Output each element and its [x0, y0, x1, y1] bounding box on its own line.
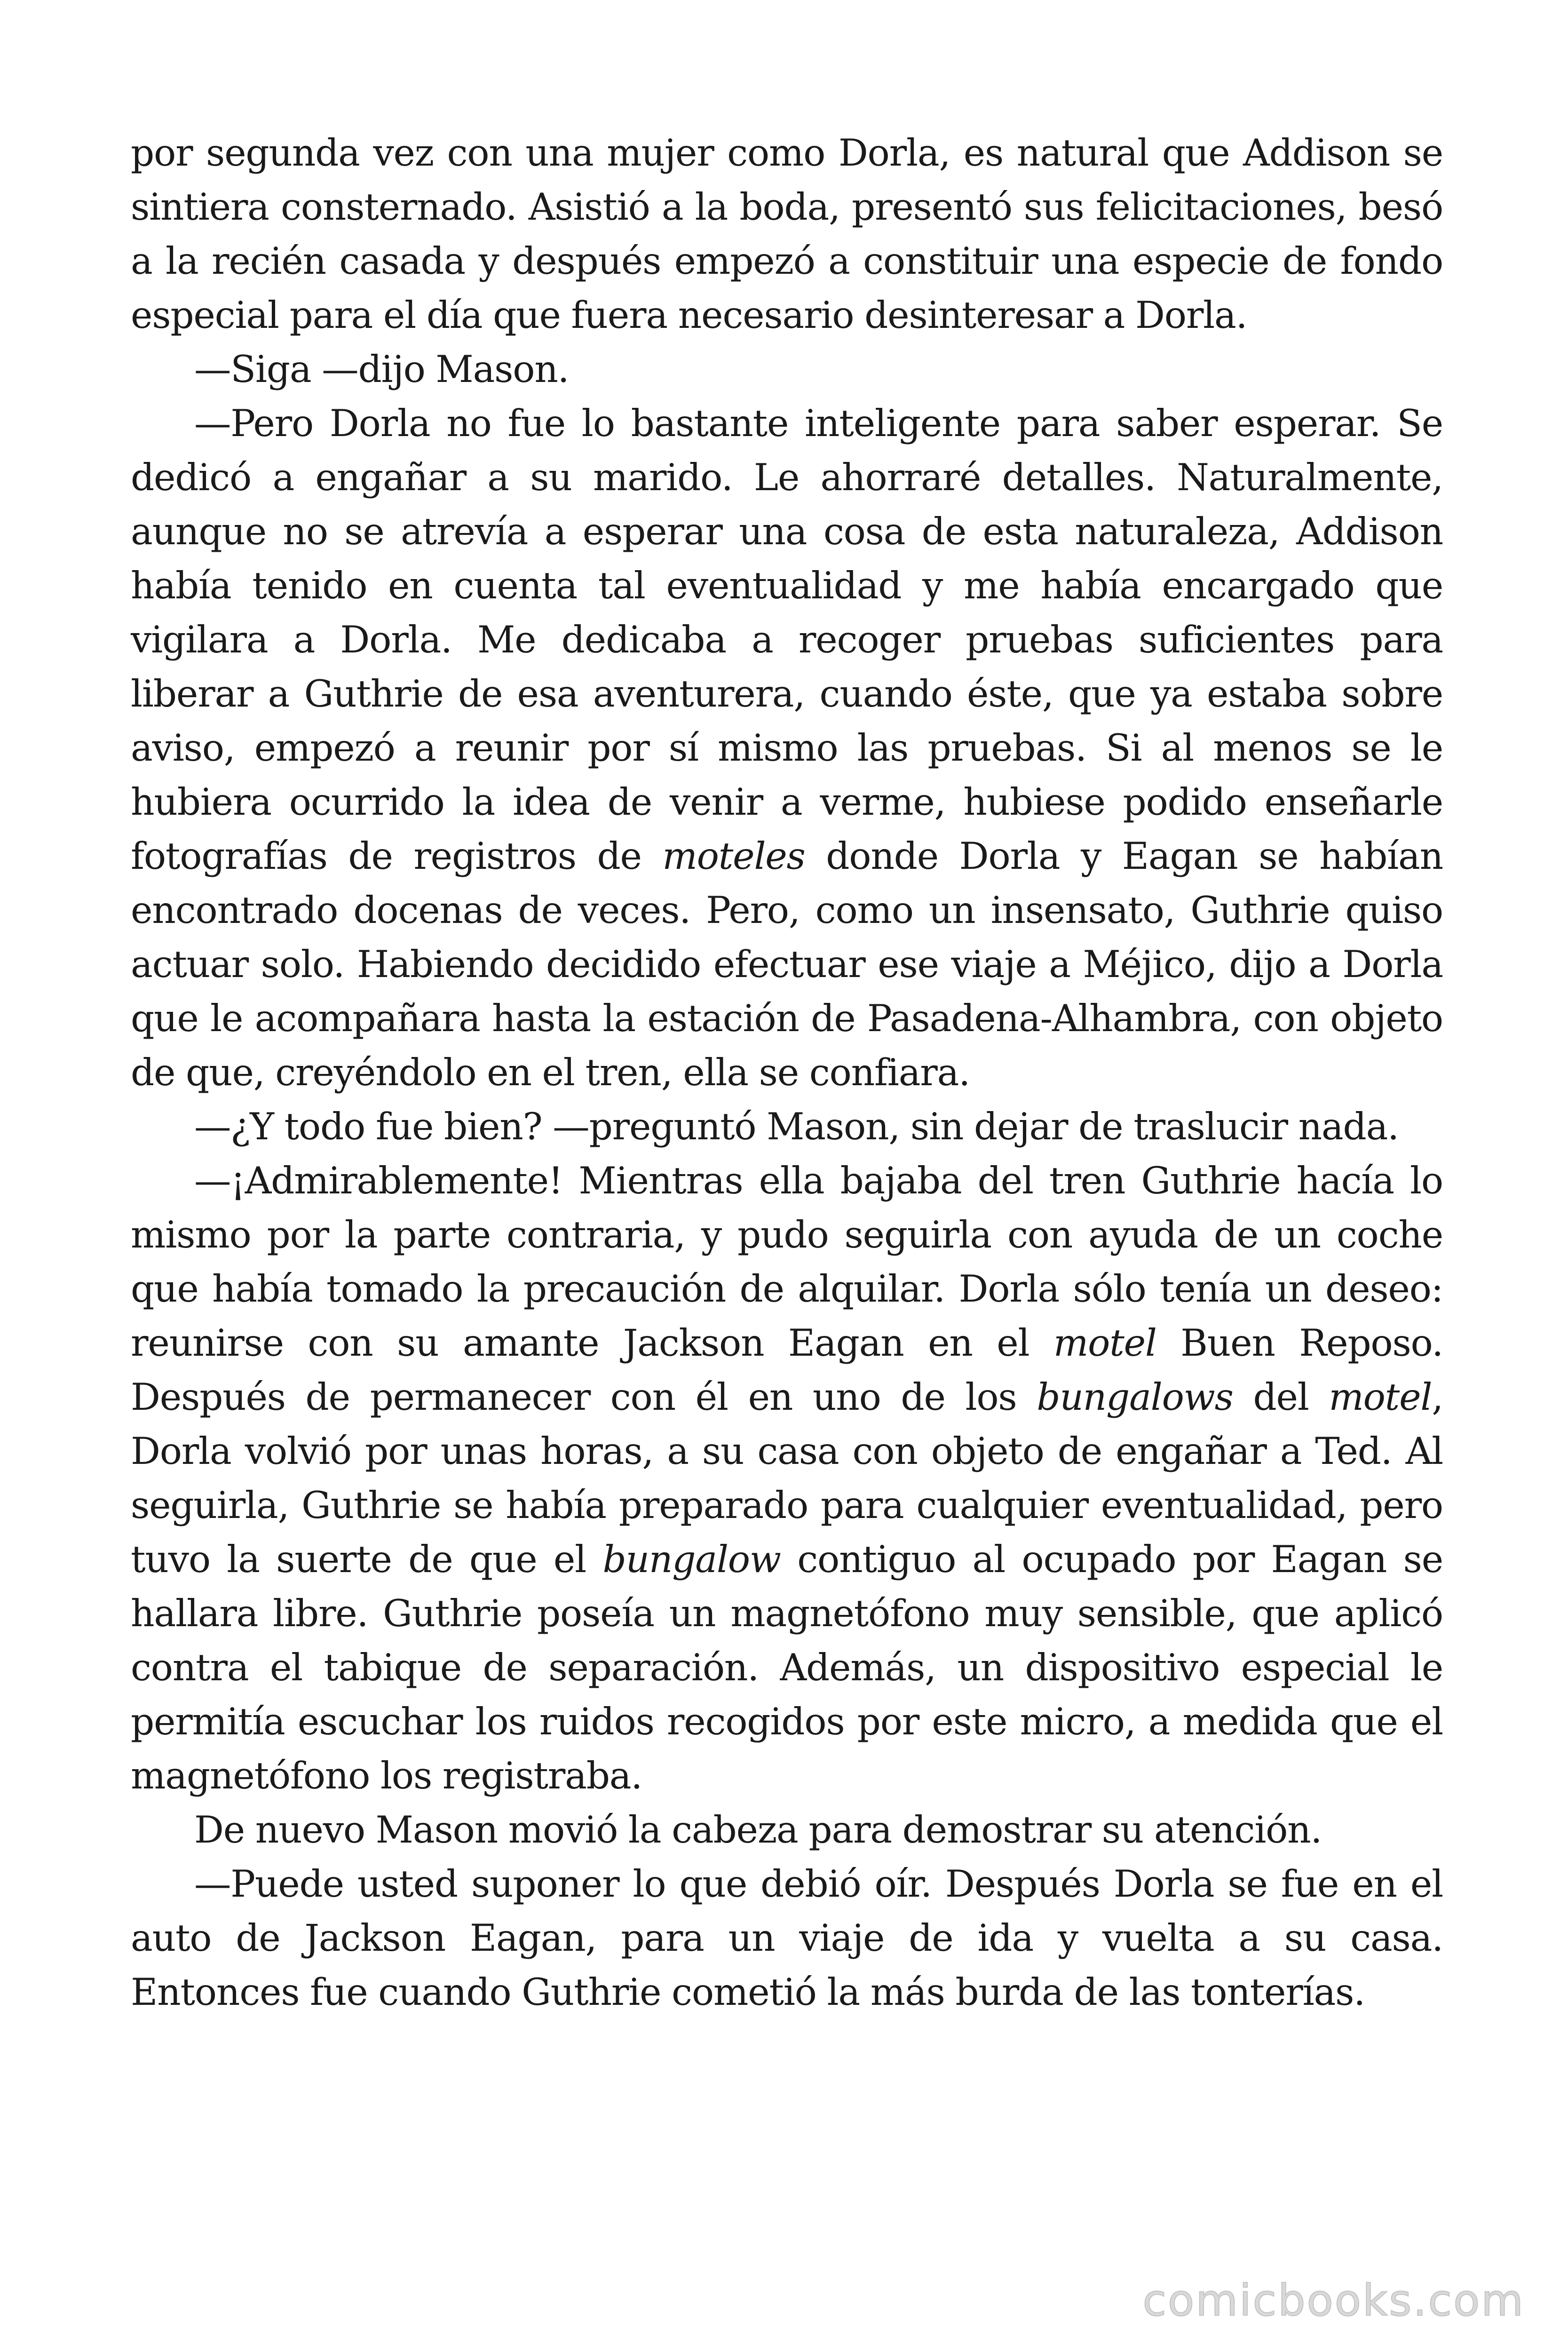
text-run: —¡Admirablemente! Mientras ella bajaba del tren Guthrie hacía lo mismo por la parte contraria, y pudo seguirla con ayuda de un coche que había tomado la precaución de alquilar. Dorla sólo tenía un deseo: reunirse con su amante Jackson Eagan en el	[131, 1159, 1443, 1365]
italic-word: bungalow	[602, 1538, 781, 1581]
text-run: , Dorla volvió por unas horas, a su casa con objeto de engañar a Ted. Al seguirla, Guthrie se había preparado para cualquier eventualidad, pero tuvo la suerte de que el	[131, 1375, 1443, 1581]
paragraph	[131, 1857, 1443, 2019]
italic-word: motel	[1329, 1375, 1432, 1419]
text-run: De nuevo Mason movió la cabeza para demostrar su atención.	[194, 1808, 1322, 1851]
text-run: —¿Y todo fue bien? —preguntó Mason, sin dejar de traslucir nada.	[194, 1105, 1399, 1148]
text-run: —Puede usted suponer lo que debió oír. Después Dorla se fue en el auto de Jackson Eagan, para un viaje de ida y vuelta a su casa. Entonces fue cuando Guthrie cometió la más burda de las tonterías.	[131, 1862, 1443, 2014]
italic-word: bungalows	[1037, 1375, 1233, 1419]
text-run: por segunda vez con una mujer como Dorla, es natural que Addison se sintiera consternado. Asistió a la boda, presentó sus felicitaciones, besó a la recién casada y después empezó a constituir una especie de fondo especial para el día que fuera necesario desinteresar a Dorla.	[131, 131, 1443, 337]
watermark: comicbooks.com	[1142, 2275, 1525, 2326]
text-run: donde Dorla y Eagan se habían encontrado docenas de veces. Pero, como un insensato, Guthrie quiso actuar solo. Habiendo decidido efectuar ese viaje a Méjico, dijo a Dorla que le acompañara hasta la estación de Pasadena-Alhambra, con objeto de que, creyéndolo en el tren, ella se confiara.	[131, 834, 1443, 1094]
text-run: del	[1233, 1375, 1329, 1419]
paragraph	[131, 1803, 1443, 1857]
paragraph	[131, 397, 1443, 1100]
paragraph	[131, 1154, 1443, 1803]
paragraph	[131, 126, 1443, 342]
text-run: Buen Reposo. Después de permanecer con él en uno de los	[131, 1321, 1443, 1419]
italic-word: motel	[1053, 1321, 1156, 1365]
text-run: —Siga —dijo Mason.	[194, 348, 569, 391]
italic-word: moteles	[662, 834, 805, 878]
paragraph	[131, 1100, 1443, 1154]
paragraph	[131, 342, 1443, 397]
body-text	[131, 126, 1443, 2019]
text-run: contiguo al ocupado por Eagan se hallara libre. Guthrie poseía un magnetófono muy sensible, que aplicó contra el tabique de separación. Además, un dispositivo especial le permitía escuchar los ruidos recogidos por este micro, a medida que el magnetófono los registraba.	[131, 1538, 1443, 1797]
text-run: —Pero Dorla no fue lo bastante inteligente para saber esperar. Se dedicó a engañar a su marido. Le ahorraré detalles. Naturalmente, aunque no se atrevía a esperar una cosa de esta naturaleza, Addison había tenido en cuenta tal eventualidad y me había encargado que vigilara a Dorla. Me dedicaba a recoger pruebas suficientes para liberar a Guthrie de esa aventurera, cuando éste, que ya estaba sobre aviso, empezó a reunir por sí mismo las pruebas. Si al menos se le hubiera ocurrido la idea de venir a verme, hubiese podido enseñarle fotografías de registros de	[131, 402, 1443, 878]
